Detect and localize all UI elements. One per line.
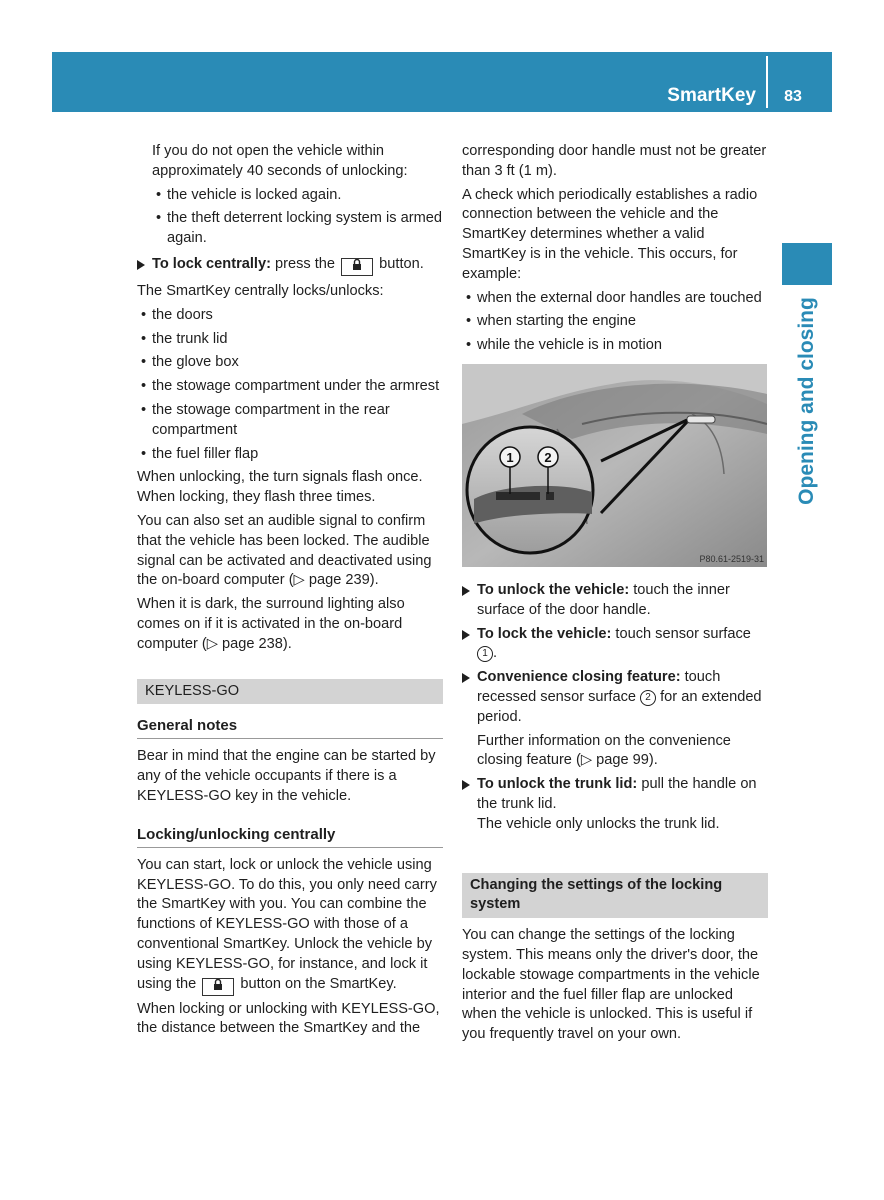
step-text: . xyxy=(493,645,498,662)
paragraph xyxy=(137,856,443,996)
page-number: 83 xyxy=(784,88,802,105)
callout-2: 2 xyxy=(640,690,656,706)
paragraph: When locking or unlocking with KEYLESS-GO, the distance between the SmartKey and the xyxy=(137,1000,440,1037)
step-arrow-icon xyxy=(462,586,470,596)
instruction-step xyxy=(462,668,768,727)
section-heading-keyless-go: KEYLESS-GO xyxy=(137,679,443,705)
list-item: • the stowage compartment in the rear compartment xyxy=(137,401,443,441)
list-item: • when the external door handles are touched xyxy=(462,289,768,309)
instruction-step xyxy=(137,255,443,276)
callout-1: 1 xyxy=(477,646,493,662)
lock-icon xyxy=(341,258,373,276)
instruction-step xyxy=(462,581,768,621)
step-text: touch sensor surface xyxy=(615,625,751,642)
step-text: press the xyxy=(275,255,336,272)
step-label: Convenience closing feature: xyxy=(477,669,681,686)
step-arrow-icon xyxy=(462,780,470,790)
page-title: SmartKey xyxy=(667,85,756,106)
subheading-locking-unlocking: Locking/unlocking centrally xyxy=(137,825,443,848)
instruction-step xyxy=(462,775,768,815)
paragraph-text: You can start, lock or unlock the vehicle using KEYLESS-GO. To do this, you only need carry the SmartKey with you. You can combine the functions of KEYLESS-GO with those of a conventional SmartKey. Unlock the vehicle by using KEYLESS-GO, for instance, and lock it using the xyxy=(137,856,437,992)
paragraph: A check which periodically establishes a radio connection between the vehicle and the SmartKey determines whether a valid SmartKey is in the vehicle. This occurs, for example: xyxy=(462,186,758,282)
section-heading-locking-settings: Changing the settings of the locking system xyxy=(462,873,768,919)
paragraph: If you do not open the vehicle within approximately 40 seconds of unlocking: xyxy=(152,143,408,179)
step-arrow-icon xyxy=(462,630,470,640)
header-separator xyxy=(766,56,768,108)
figure-reference: P80.61-2519-31 xyxy=(699,553,764,564)
paragraph: You can change the settings of the locking system. This means only the driver's door, the lockable stowage compartments in the vehicle interior and the fuel filler flap are unlocked when the vehicle is unlocked. This is useful if you frequently travel on your own. xyxy=(462,927,760,1043)
paragraph: The vehicle only unlocks the trunk lid. xyxy=(477,815,720,832)
step-label: To unlock the vehicle: xyxy=(477,581,630,598)
callout-1: 1 xyxy=(506,449,514,465)
door-handle-figure xyxy=(462,364,767,567)
left-column xyxy=(137,142,443,1043)
lock-icon xyxy=(202,978,234,996)
paragraph-text: button on the SmartKey. xyxy=(240,975,397,992)
paragraph: corresponding door handle must not be greater than 3 ft (1 m). xyxy=(462,143,767,179)
paragraph: You can also set an audible signal to confirm that the vehicle has been locked. The audible signal can be activated and deactivated using the on-board computer (▷ page 239). xyxy=(137,512,432,589)
subheading-general-notes: General notes xyxy=(137,716,443,739)
side-tab-marker xyxy=(782,243,832,285)
paragraph: When unlocking, the turn signals flash once. When locking, they flash three times. xyxy=(137,469,423,506)
step-text: touch recessed sensor surface xyxy=(477,669,721,705)
step-label: To lock centrally: xyxy=(152,255,271,272)
step-label: To unlock the trunk lid: xyxy=(477,776,638,793)
step-text: pull the handle on the trunk lid. xyxy=(477,776,757,812)
step-text: button. xyxy=(379,255,424,272)
paragraph: Bear in mind that the engine can be started by any of the vehicle occupants if there is a KEYLESS-GO key in the vehicle. xyxy=(137,748,436,804)
paragraph: When it is dark, the surround lighting also comes on if it is activated in the on-board computer (▷ page 238). xyxy=(137,596,405,652)
list-item: • the doors xyxy=(137,306,443,326)
list-item: • the glove box xyxy=(137,353,443,373)
callout-2: 2 xyxy=(544,449,552,465)
side-tab-label: Opening and closing xyxy=(795,297,818,505)
step-text: touch the inner surface of the door handle. xyxy=(477,581,730,618)
paragraph: Further information on the convenience closing feature (▷ page 99). xyxy=(477,732,731,769)
list-item: • the theft deterrent locking system is armed again. xyxy=(152,209,443,249)
step-label: To lock the vehicle: xyxy=(477,625,612,642)
side-tab xyxy=(782,292,832,510)
list-item: • the trunk lid xyxy=(137,330,443,350)
step-text: for an extended period. xyxy=(477,688,762,725)
step-arrow-icon xyxy=(137,260,145,270)
paragraph: The SmartKey centrally locks/unlocks: xyxy=(137,282,384,299)
step-arrow-icon xyxy=(462,673,470,683)
list-item: • the stowage compartment under the armrest xyxy=(137,377,443,397)
car-door-illustration xyxy=(462,364,767,567)
list-item: • the vehicle is locked again. xyxy=(152,186,443,206)
right-column xyxy=(462,142,768,1049)
list-item: • while the vehicle is in motion xyxy=(462,336,768,356)
instruction-step xyxy=(462,625,768,665)
list-item: • the fuel filler flap xyxy=(137,445,443,465)
list-item: • when starting the engine xyxy=(462,312,768,332)
